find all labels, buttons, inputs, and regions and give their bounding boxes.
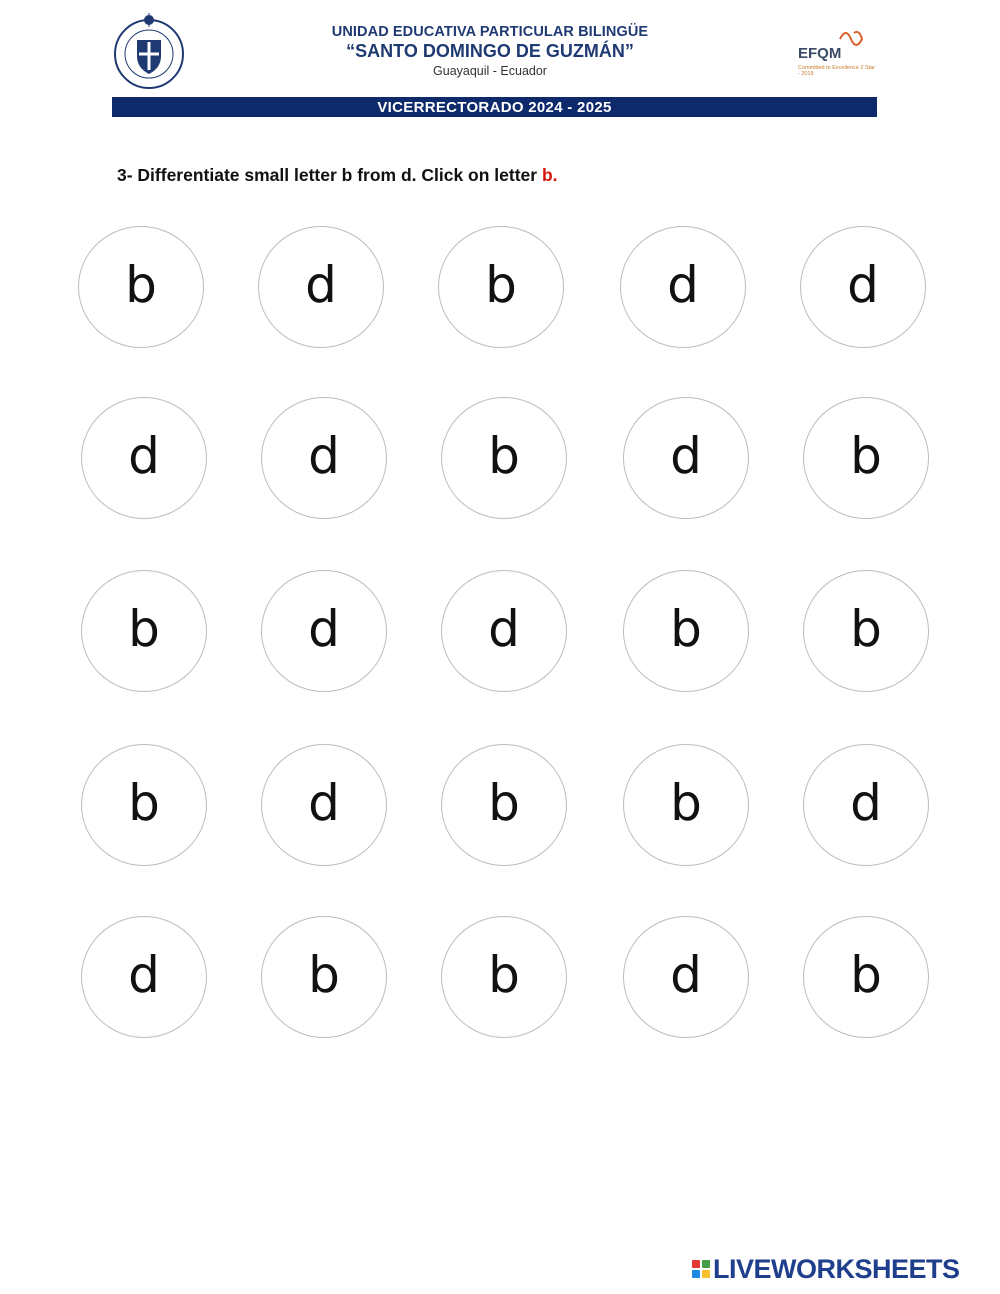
letter-choice-label: d: [305, 256, 337, 314]
letter-choice-1-2[interactable]: [258, 226, 384, 348]
letter-choice-5-5[interactable]: [803, 916, 929, 1038]
letter-choice-label: b: [485, 256, 517, 314]
letter-choice-label: b: [850, 946, 882, 1004]
school-name-line1: UNIDAD EDUCATIVA PARTICULAR BILINGÜE: [331, 24, 649, 40]
liveworksheets-brand: LIVEWORKSHEETS: [713, 1253, 960, 1284]
letter-choice-label: b: [125, 256, 157, 314]
letter-choice-label: d: [488, 600, 520, 658]
letter-choice-5-1[interactable]: [81, 916, 207, 1038]
letter-choice-label: b: [128, 774, 160, 832]
letter-choice-label: b: [488, 427, 520, 485]
letter-choice-2-5[interactable]: [803, 397, 929, 519]
instruction-target-letter: b.: [541, 165, 558, 185]
efqm-label: EFQM: [798, 45, 842, 62]
letter-choice-4-3[interactable]: [441, 744, 567, 866]
letter-choice-4-5[interactable]: [803, 744, 929, 866]
liveworksheets-blocks-icon: [692, 1260, 710, 1278]
letter-choice-5-4[interactable]: [623, 916, 749, 1038]
letter-choice-3-5[interactable]: [803, 570, 929, 692]
school-name-line2: “SANTO DOMINGO DE GUZMÁN”: [346, 41, 634, 61]
letter-choice-label: b: [670, 600, 702, 658]
letter-choice-4-2[interactable]: [261, 744, 387, 866]
letter-choice-1-1[interactable]: [78, 226, 204, 348]
letter-choice-label: d: [128, 946, 160, 1004]
letter-choice-label: d: [670, 946, 702, 1004]
letter-choice-label: b: [850, 427, 882, 485]
letter-choice-3-4[interactable]: [623, 570, 749, 692]
letter-choice-1-4[interactable]: [620, 226, 746, 348]
letter-choice-label: b: [488, 946, 520, 1004]
letter-choice-label: b: [850, 600, 882, 658]
letter-choice-3-1[interactable]: [81, 570, 207, 692]
letter-choice-label: d: [850, 774, 882, 832]
letter-choice-2-1[interactable]: [81, 397, 207, 519]
letter-choice-label: b: [128, 600, 160, 658]
letter-choice-2-4[interactable]: [623, 397, 749, 519]
letter-choice-1-3[interactable]: [438, 226, 564, 348]
letter-choice-5-2[interactable]: [261, 916, 387, 1038]
letter-choice-2-2[interactable]: [261, 397, 387, 519]
letter-choice-label: d: [308, 774, 340, 832]
letter-choice-label: d: [670, 427, 702, 485]
letter-choice-1-5[interactable]: [800, 226, 926, 348]
title-bar: VICERRECTORADO 2024 - 2025: [112, 97, 877, 117]
school-city: Guayaquil - Ecuador: [433, 64, 547, 78]
letter-choice-label: d: [667, 256, 699, 314]
letter-choice-label: b: [488, 774, 520, 832]
letter-choice-4-1[interactable]: [81, 744, 207, 866]
efqm-subtext: Committed to Excellence 2 Star - 2019: [798, 65, 876, 77]
letter-choice-label: d: [847, 256, 879, 314]
letter-choice-5-3[interactable]: [441, 916, 567, 1038]
letter-choice-2-3[interactable]: [441, 397, 567, 519]
letter-choice-label: d: [128, 427, 160, 485]
letter-choice-label: b: [308, 946, 340, 1004]
letter-choice-label: d: [308, 427, 340, 485]
letter-choice-label: d: [308, 600, 340, 658]
letter-choice-4-4[interactable]: [623, 744, 749, 866]
letter-choice-label: b: [670, 774, 702, 832]
letter-choice-3-3[interactable]: [441, 570, 567, 692]
letter-choice-3-2[interactable]: [261, 570, 387, 692]
liveworksheets-logo: [692, 1253, 960, 1285]
instruction-text: 3- Differentiate small letter b from d. Click on letter: [117, 165, 542, 185]
